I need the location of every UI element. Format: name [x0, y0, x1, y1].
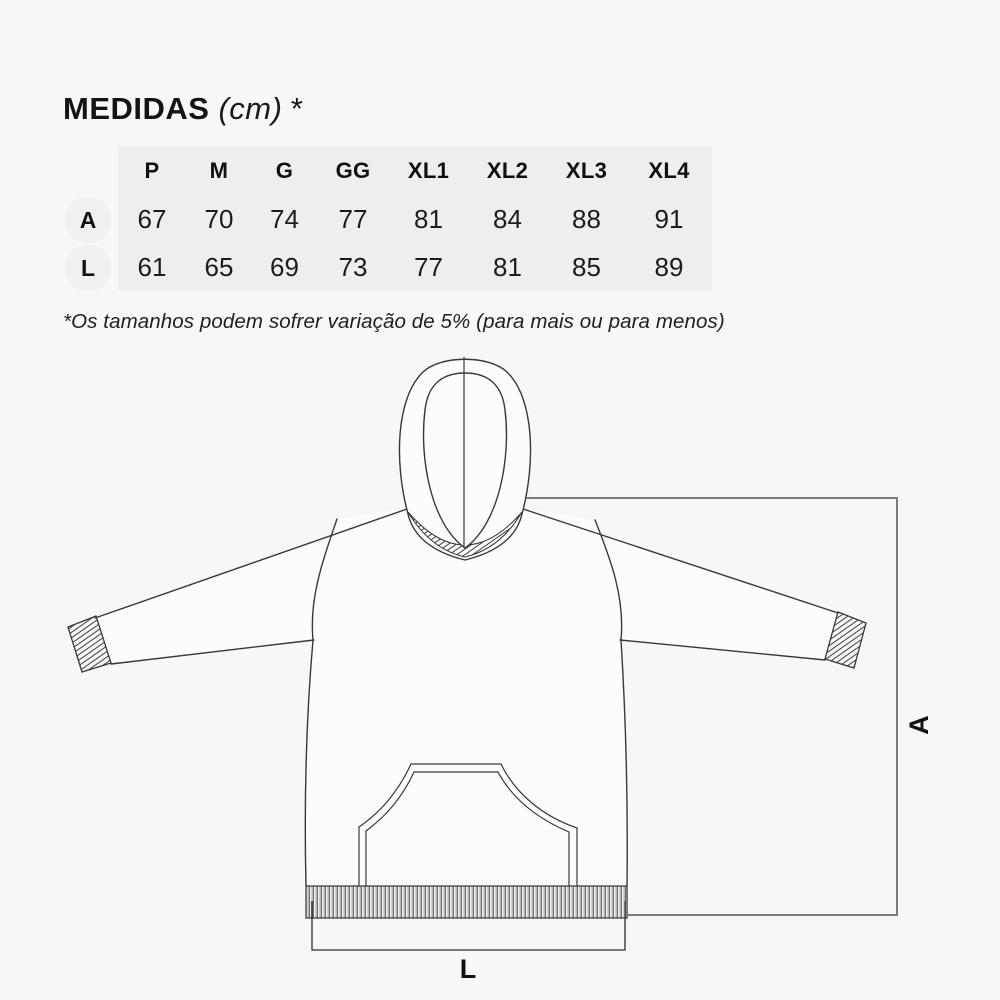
row-badge-width-label: L: [80, 254, 96, 281]
hem-ribbing: [306, 886, 627, 918]
size-column-header: XL1: [407, 158, 450, 183]
size-column-header: XL3: [565, 158, 608, 183]
size-value-cell: 91: [654, 204, 684, 234]
size-value-cell: 73: [338, 251, 368, 282]
size-value-cell: 89: [654, 251, 684, 282]
size-value-cell: 81: [414, 204, 443, 234]
size-value-cell: 88: [572, 204, 601, 234]
size-value-cell: 61: [137, 251, 167, 282]
row-badge-height-label: A: [79, 206, 97, 233]
size-value-cell: 77: [414, 251, 443, 282]
size-column-header: GG: [335, 158, 371, 183]
title-unit: (cm): [218, 91, 283, 126]
title-text: MEDIDAS: [63, 91, 210, 126]
size-value-cell: 77: [338, 204, 368, 234]
size-column-header: M: [209, 158, 229, 183]
size-value-cell: 81: [493, 251, 522, 282]
size-value-cell: 74: [270, 204, 299, 234]
size-value-cell: 65: [204, 251, 234, 282]
width-dimension-label: L: [459, 954, 477, 984]
size-value-cell: 67: [137, 204, 167, 234]
size-value-cell: 85: [572, 251, 601, 282]
size-column-header: P: [144, 158, 160, 183]
size-variation-footnote: *Os tamanhos podem sofrer variação de 5% (para mais ou para menos): [63, 310, 725, 333]
size-column-header: G: [275, 158, 294, 183]
size-value-cell: 84: [493, 204, 522, 234]
garment-fill: [95, 508, 838, 886]
size-column-header: XL4: [648, 158, 690, 183]
size-value-cell: 69: [270, 251, 299, 282]
height-dimension-label: A: [904, 715, 934, 735]
title-asterisk: *: [289, 91, 303, 126]
size-column-header: XL2: [486, 158, 529, 183]
size-value-cell: 70: [204, 204, 234, 234]
